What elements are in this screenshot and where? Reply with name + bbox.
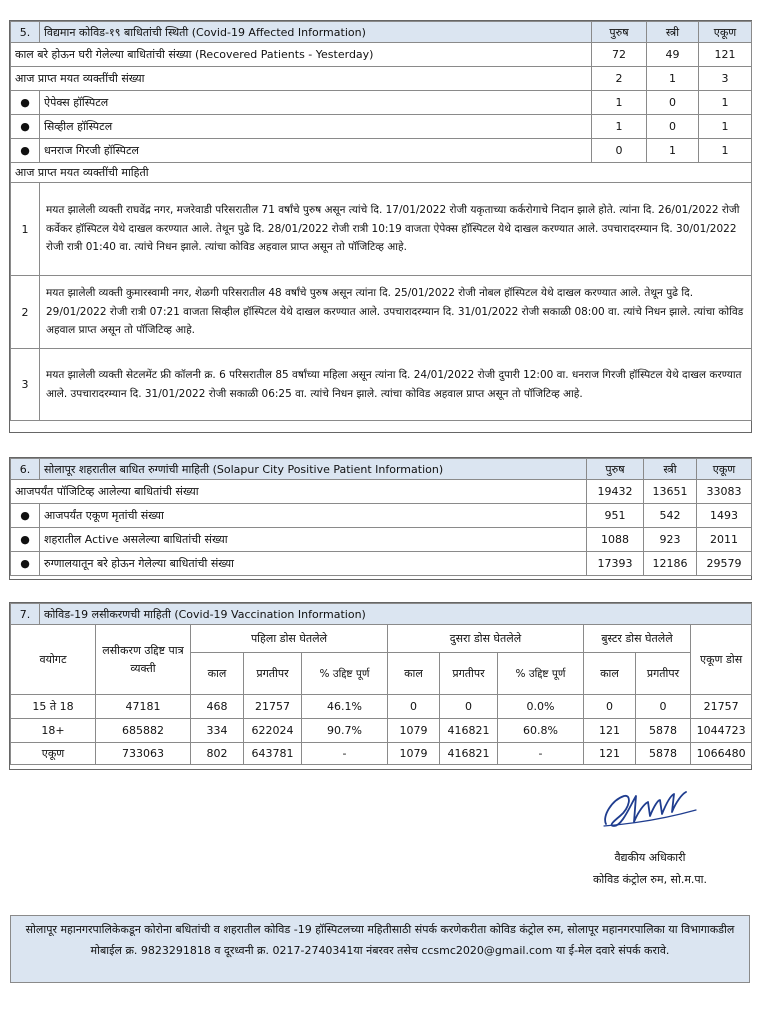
death-info-label: आज प्राप्त मयत व्यक्तींची माहिती [11,163,752,183]
row-male: 17393 [587,552,644,576]
hospital-female: 0 [647,91,699,115]
row-label: रुग्णालयातून बरे होऊन गेलेल्या बाधितांची संख्या [40,552,587,576]
dose2-progressive: 416821 [440,719,498,743]
detail-text: मयत झालेली व्यक्ती सेटलमेंट फ्री कॉलनी क्र. 6 परिसरातील 85 वर्षांच्या महिला असून त्यांना दि. 24/01/2022 रोजी दुपारी 12:00 वा. धनराज गिरजी हॉस्पिटल येथे दाखल करण्यात आले. उपचारादरम्यान दि. 31/01/2022 रोजी सकाळी 06:25 वा. त्यांचे निधन झाले. त्यांचा कोविड अहवाल प्राप्त असून तो पॉजिटिव्ह आहे. [40,349,752,421]
detail-text: मयत झालेली व्यक्ती राघवेंद्र नगर, मजरेवाडी परिसरातील 71 वर्षांचे पुरुष असून त्यांचे दि. 17/01/2022 रोजी यकृताच्या कर्करोगाचे निदान झाले होते. त्यांना दि. 26/01/2022 रोजी कर्वेकर हॉस्पिटल येथे दाखल करण्यात आले. तेथून पुढे दि. 28/01/2022 रोजी रात्री 10:19 वाजता ऐपेक्स हॉस्पिटल येथे दाखल करण्यात आले. उपचारादरम्यान दि. 30/01/2022 रोजी रात्री 01:40 वा. त्यांचे निधन झाले. त्यांचा कोविड अहवाल प्राप्त असून तो पॉजिटिव्ह आहे. [40,183,752,276]
bullet-icon: ● [11,552,40,576]
dose2-percent: - [498,743,584,765]
section-title: कोविड-19 लसीकरणची माहिती (Covid-19 Vaccination Information) [40,604,752,625]
hospital-female: 0 [647,115,699,139]
dose2-yesterday: 0 [388,695,440,719]
header-progressive: प्रगतीपर [244,653,302,695]
section-solapur-city [9,457,752,580]
header-total: एकूण [699,22,752,43]
section-title: विद्यमान कोविड-१९ बाधितांची स्थिती (Covid-19 Affected Information) [40,22,592,43]
death-detail-row [11,276,752,349]
city-row [11,528,752,552]
deaths-label: आज प्राप्त मयत व्यक्तींची संख्या [11,67,592,91]
hospital-row [11,91,752,115]
row-total: 29579 [697,552,752,576]
row-female: 12186 [644,552,697,576]
header-female: स्त्री [647,22,699,43]
detail-number: 2 [11,276,40,349]
row-female: 923 [644,528,697,552]
section-title: सोलापूर शहरातील बाधित रुग्णांची माहिती (Solapur City Positive Patient Information) [40,459,587,480]
row-label: आजपर्यंत पॉजिटिव्ह आलेल्या बाधितांची संख्या [11,480,587,504]
header-yesterday: काल [191,653,244,695]
city-patient-table [10,458,752,576]
signatory-office: कोविड कंट्रोल रुम, सो.म.पा. [592,873,708,886]
detail-number: 1 [11,183,40,276]
city-row [11,552,752,576]
dose1-progressive: 21757 [244,695,302,719]
vaccination-row [11,695,752,719]
row-male: 1088 [587,528,644,552]
row-total: 2011 [697,528,752,552]
header-female: स्त्री [644,459,697,480]
row-label: शहरातील Active असलेल्या बाधितांची संख्या [40,528,587,552]
bullet-icon: ● [11,115,40,139]
header-male: पुरुष [592,22,647,43]
recovered-total: 121 [699,43,752,67]
dose1-percent: 90.7% [302,719,388,743]
booster-yesterday: 0 [584,695,636,719]
header-yesterday: काल [584,653,636,695]
hospital-female: 1 [647,139,699,163]
dose1-percent: - [302,743,388,765]
signature-image [600,786,700,832]
header-target: लसीकरण उद्दिष्ट पात्र व्यक्ती [96,625,191,695]
recovered-female: 49 [647,43,699,67]
row-label: आजपर्यंत एकूण मृतांची संख्या [40,504,587,528]
target: 685882 [96,719,191,743]
header-age-group: वयोगट [11,625,96,695]
header-male: पुरुष [587,459,644,480]
detail-text: मयत झालेली व्यक्ती कुमारस्वामी नगर, शेळगी परिसरातील 48 वर्षांचे पुरुष असून त्यांना दि. 25/01/2022 रोजी नोबल हॉस्पिटल येथे दाखल करण्यात आले. तेथून पुढे दि. 29/01/2022 रोजी रात्री 07:21 वाजता सिव्हील हॉस्पिटल येथे दाखल करण्यात आले. उपचारादरम्यान दि. 31/01/2022 रोजी सकाळी 08:00 वा. त्यांचे निधन झाले. त्यांचा कोविड अहवाल प्राप्त असून तो पॉजिटिव्ह आहे. [40,276,752,349]
section-number: 7. [11,604,40,625]
hospital-male: 1 [592,91,647,115]
booster-yesterday: 121 [584,719,636,743]
header-progressive: प्रगतीपर [636,653,691,695]
header-total: एकूण [697,459,752,480]
dose2-progressive: 416821 [440,743,498,765]
age-group: 18+ [11,719,96,743]
dose1-yesterday: 468 [191,695,244,719]
city-row [11,480,752,504]
booster-yesterday: 121 [584,743,636,765]
covid-affected-table [10,21,752,421]
section-number: 5. [11,22,40,43]
booster-progressive: 5878 [636,719,691,743]
row-male: 19432 [587,480,644,504]
contact-footer: सोलापूर महानगरपालिकेकडून कोरोना बधितांची व शहरातील कोविड -19 हॉस्पिटलच्या महितीसाठी संपर्क करणेकरीता कोविड कंट्रोल रुम, सोलापूर महानगरपालिका या विभागाकडील मोबाईल क्र. 9823291818 व दूरध्वनी क्र. 0217-2740341या नंबरवर तसेच ccsmc2020@gmail.com या ई-मेल दवारे संपर्क करावे. [10,915,750,983]
dose2-yesterday: 1079 [388,719,440,743]
total-doses: 21757 [691,695,752,719]
age-group: 15 ते 18 [11,695,96,719]
header-dose1: पहिला डोस घेतलेले [191,625,388,653]
city-row [11,504,752,528]
header-dose2: दुसरा डोस घेतलेले [388,625,584,653]
hospital-name: सिव्हील हॉस्पिटल [40,115,592,139]
target: 733063 [96,743,191,765]
dose1-yesterday: 334 [191,719,244,743]
bullet-icon: ● [11,139,40,163]
hospital-total: 1 [699,115,752,139]
dose2-yesterday: 1079 [388,743,440,765]
hospital-male: 1 [592,115,647,139]
header-progressive: प्रगतीपर [440,653,498,695]
vaccination-row [11,719,752,743]
total-doses: 1044723 [691,719,752,743]
dose1-yesterday: 802 [191,743,244,765]
dose1-percent: 46.1% [302,695,388,719]
vaccination-table [10,603,752,765]
age-group: एकूण [11,743,96,765]
header-yesterday: काल [388,653,440,695]
deaths-total: 3 [699,67,752,91]
bullet-icon: ● [11,504,40,528]
hospital-total: 1 [699,91,752,115]
signatory-designation: वैद्यकीय अधिकारी [614,851,686,864]
row-male: 951 [587,504,644,528]
hospital-name: धनराज गिरजी हॉस्पिटल [40,139,592,163]
header-total-doses: एकूण डोस [691,625,752,695]
hospital-male: 0 [592,139,647,163]
deaths-female: 1 [647,67,699,91]
hospital-total: 1 [699,139,752,163]
hospital-row [11,139,752,163]
recovered-label: काल बरे होऊन घरी गेलेल्या बाधितांची संख्या (Recovered Patients - Yesterday) [11,43,592,67]
header-booster: बुस्टर डोस घेतलेले [584,625,691,653]
hospital-name: ऐपेक्स हॉस्पिटल [40,91,592,115]
section-vaccination [9,602,752,770]
vaccination-row [11,743,752,765]
dose2-percent: 60.8% [498,719,584,743]
dose2-progressive: 0 [440,695,498,719]
row-female: 13651 [644,480,697,504]
dose2-percent: 0.0% [498,695,584,719]
bullet-icon: ● [11,91,40,115]
death-detail-row [11,183,752,276]
bullet-icon: ● [11,528,40,552]
death-detail-row [11,349,752,421]
header-percent: % उद्दिष्ट पूर्ण [498,653,584,695]
hospital-row [11,115,752,139]
recovered-male: 72 [592,43,647,67]
dose1-progressive: 643781 [244,743,302,765]
detail-number: 3 [11,349,40,421]
section-number: 6. [11,459,40,480]
section-covid-affected [9,20,752,433]
target: 47181 [96,695,191,719]
booster-progressive: 0 [636,695,691,719]
row-female: 542 [644,504,697,528]
header-percent: % उद्दिष्ट पूर्ण [302,653,388,695]
row-total: 1493 [697,504,752,528]
deaths-male: 2 [592,67,647,91]
row-total: 33083 [697,480,752,504]
booster-progressive: 5878 [636,743,691,765]
total-doses: 1066480 [691,743,752,765]
dose1-progressive: 622024 [244,719,302,743]
